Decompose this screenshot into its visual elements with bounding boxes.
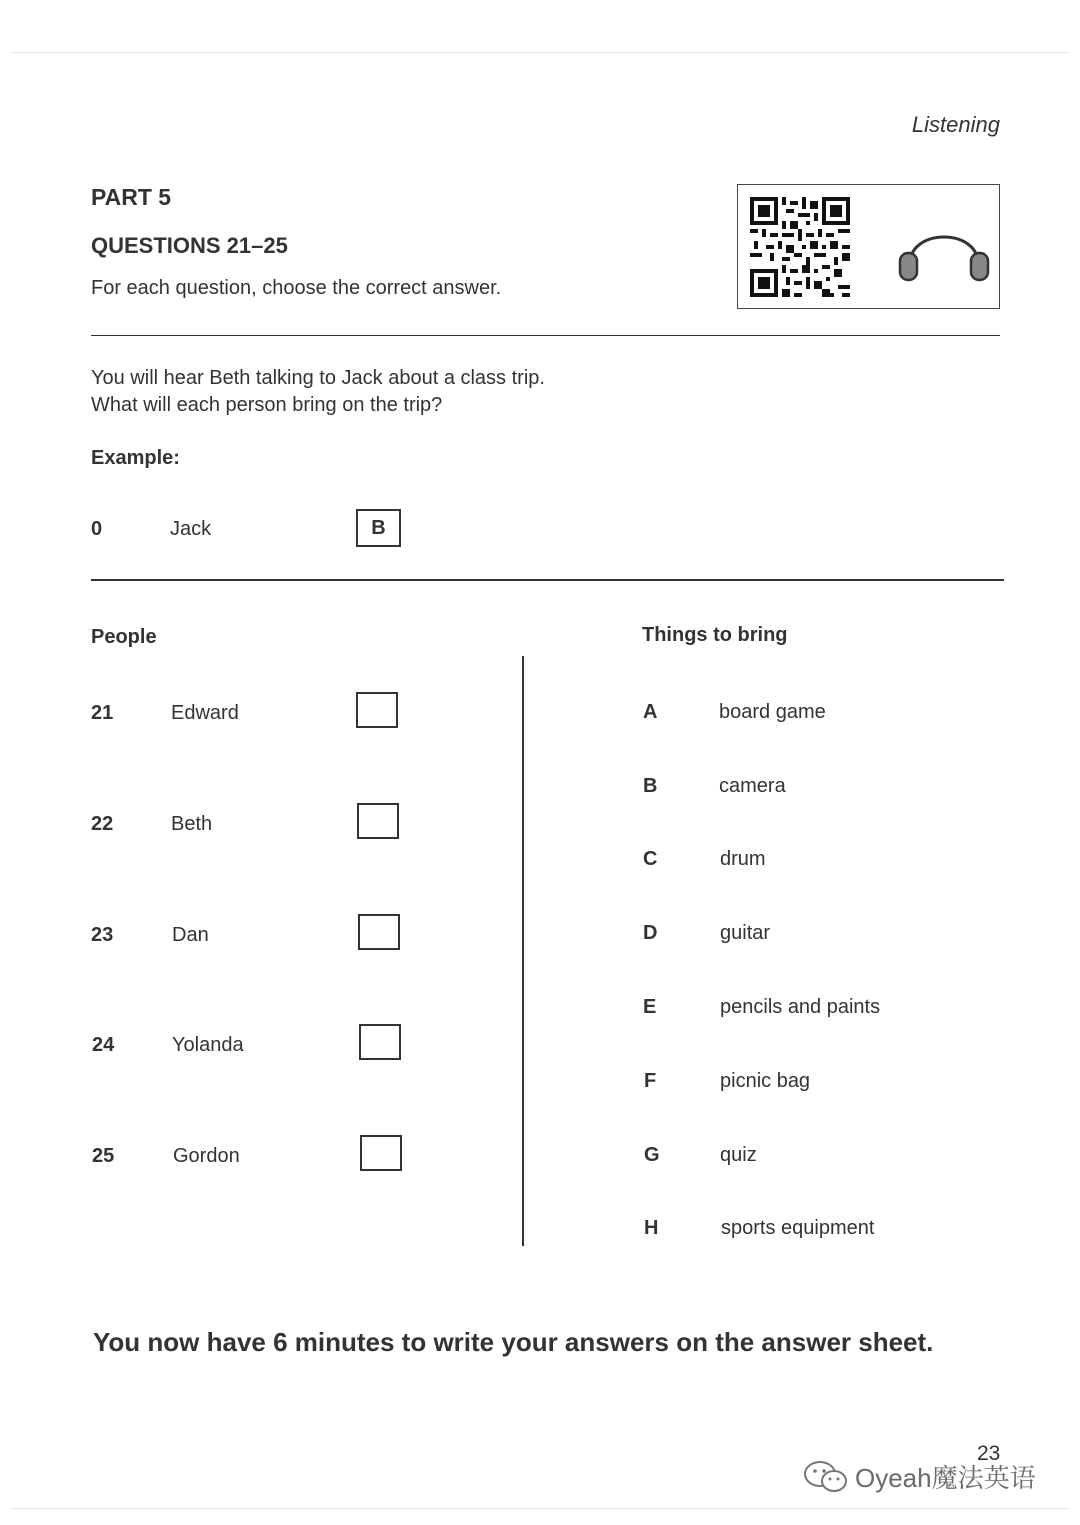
- answer-box-22[interactable]: [357, 803, 399, 839]
- top-edge-line: [12, 52, 1068, 53]
- instruction-text: For each question, choose the correct answer.: [91, 277, 502, 299]
- option-letter-g: G: [644, 1144, 660, 1166]
- watermark: [803, 1458, 1036, 1495]
- person-name-beth: Beth: [171, 813, 213, 835]
- answer-box-21[interactable]: [356, 692, 398, 728]
- option-text-h: sports equipment: [721, 1217, 875, 1239]
- question-number-21: 21: [91, 702, 114, 724]
- option-letter-d: D: [643, 922, 658, 944]
- option-letter-b: B: [643, 775, 658, 797]
- example-number: 0: [91, 518, 103, 540]
- wechat-icon: [803, 1460, 849, 1494]
- person-name-edward: Edward: [171, 702, 239, 724]
- person-name-yolanda: Yolanda: [172, 1034, 244, 1056]
- closing-instruction: You now have 6 minutes to write your answers on the answer sheet.: [93, 1327, 934, 1357]
- part-title: PART 5: [91, 184, 172, 210]
- option-letter-a: A: [643, 701, 658, 723]
- section-label: Listening: [911, 112, 1000, 137]
- option-text-f: picnic bag: [720, 1070, 811, 1092]
- example-label: Example:: [91, 447, 180, 469]
- qr-code-icon[interactable]: [750, 197, 850, 297]
- question-number-23: 23: [91, 924, 114, 946]
- option-letter-f: F: [644, 1070, 657, 1092]
- bottom-edge-line: [12, 1508, 1068, 1509]
- option-text-b: camera: [719, 775, 786, 797]
- option-letter-e: E: [643, 996, 657, 1018]
- option-letter-h: H: [644, 1217, 659, 1239]
- option-text-a: board game: [719, 701, 826, 723]
- example-divider: [91, 579, 1004, 581]
- example-name: Jack: [170, 518, 212, 540]
- things-heading: Things to bring: [642, 624, 788, 646]
- headphones-icon: [898, 209, 990, 285]
- watermark-text: Oyeah魔法英语: [855, 1463, 1036, 1493]
- person-name-dan: Dan: [172, 924, 209, 946]
- question-number-24: 24: [92, 1034, 115, 1056]
- audio-box: [737, 184, 1000, 309]
- option-text-c: drum: [720, 848, 766, 870]
- question-number-22: 22: [91, 813, 114, 835]
- intro-line-1: You will hear Beth talking to Jack about a class trip.: [91, 367, 545, 389]
- answer-box-24[interactable]: [359, 1024, 401, 1060]
- option-text-g: quiz: [720, 1144, 757, 1166]
- people-heading: People: [91, 626, 157, 648]
- answer-box-23[interactable]: [358, 914, 400, 950]
- header-divider: [91, 335, 1000, 336]
- example-answer-box: B: [356, 509, 401, 547]
- questions-range: QUESTIONS 21–25: [91, 233, 288, 258]
- option-text-e: pencils and paints: [720, 996, 881, 1018]
- column-divider: [522, 656, 524, 1246]
- person-name-gordon: Gordon: [173, 1145, 240, 1167]
- intro-line-2: What will each person bring on the trip?: [91, 394, 443, 416]
- question-number-25: 25: [92, 1145, 115, 1167]
- page-number: 23: [977, 1442, 1001, 1465]
- answer-box-25[interactable]: [360, 1135, 402, 1171]
- option-letter-c: C: [643, 848, 658, 870]
- option-text-d: guitar: [720, 922, 771, 944]
